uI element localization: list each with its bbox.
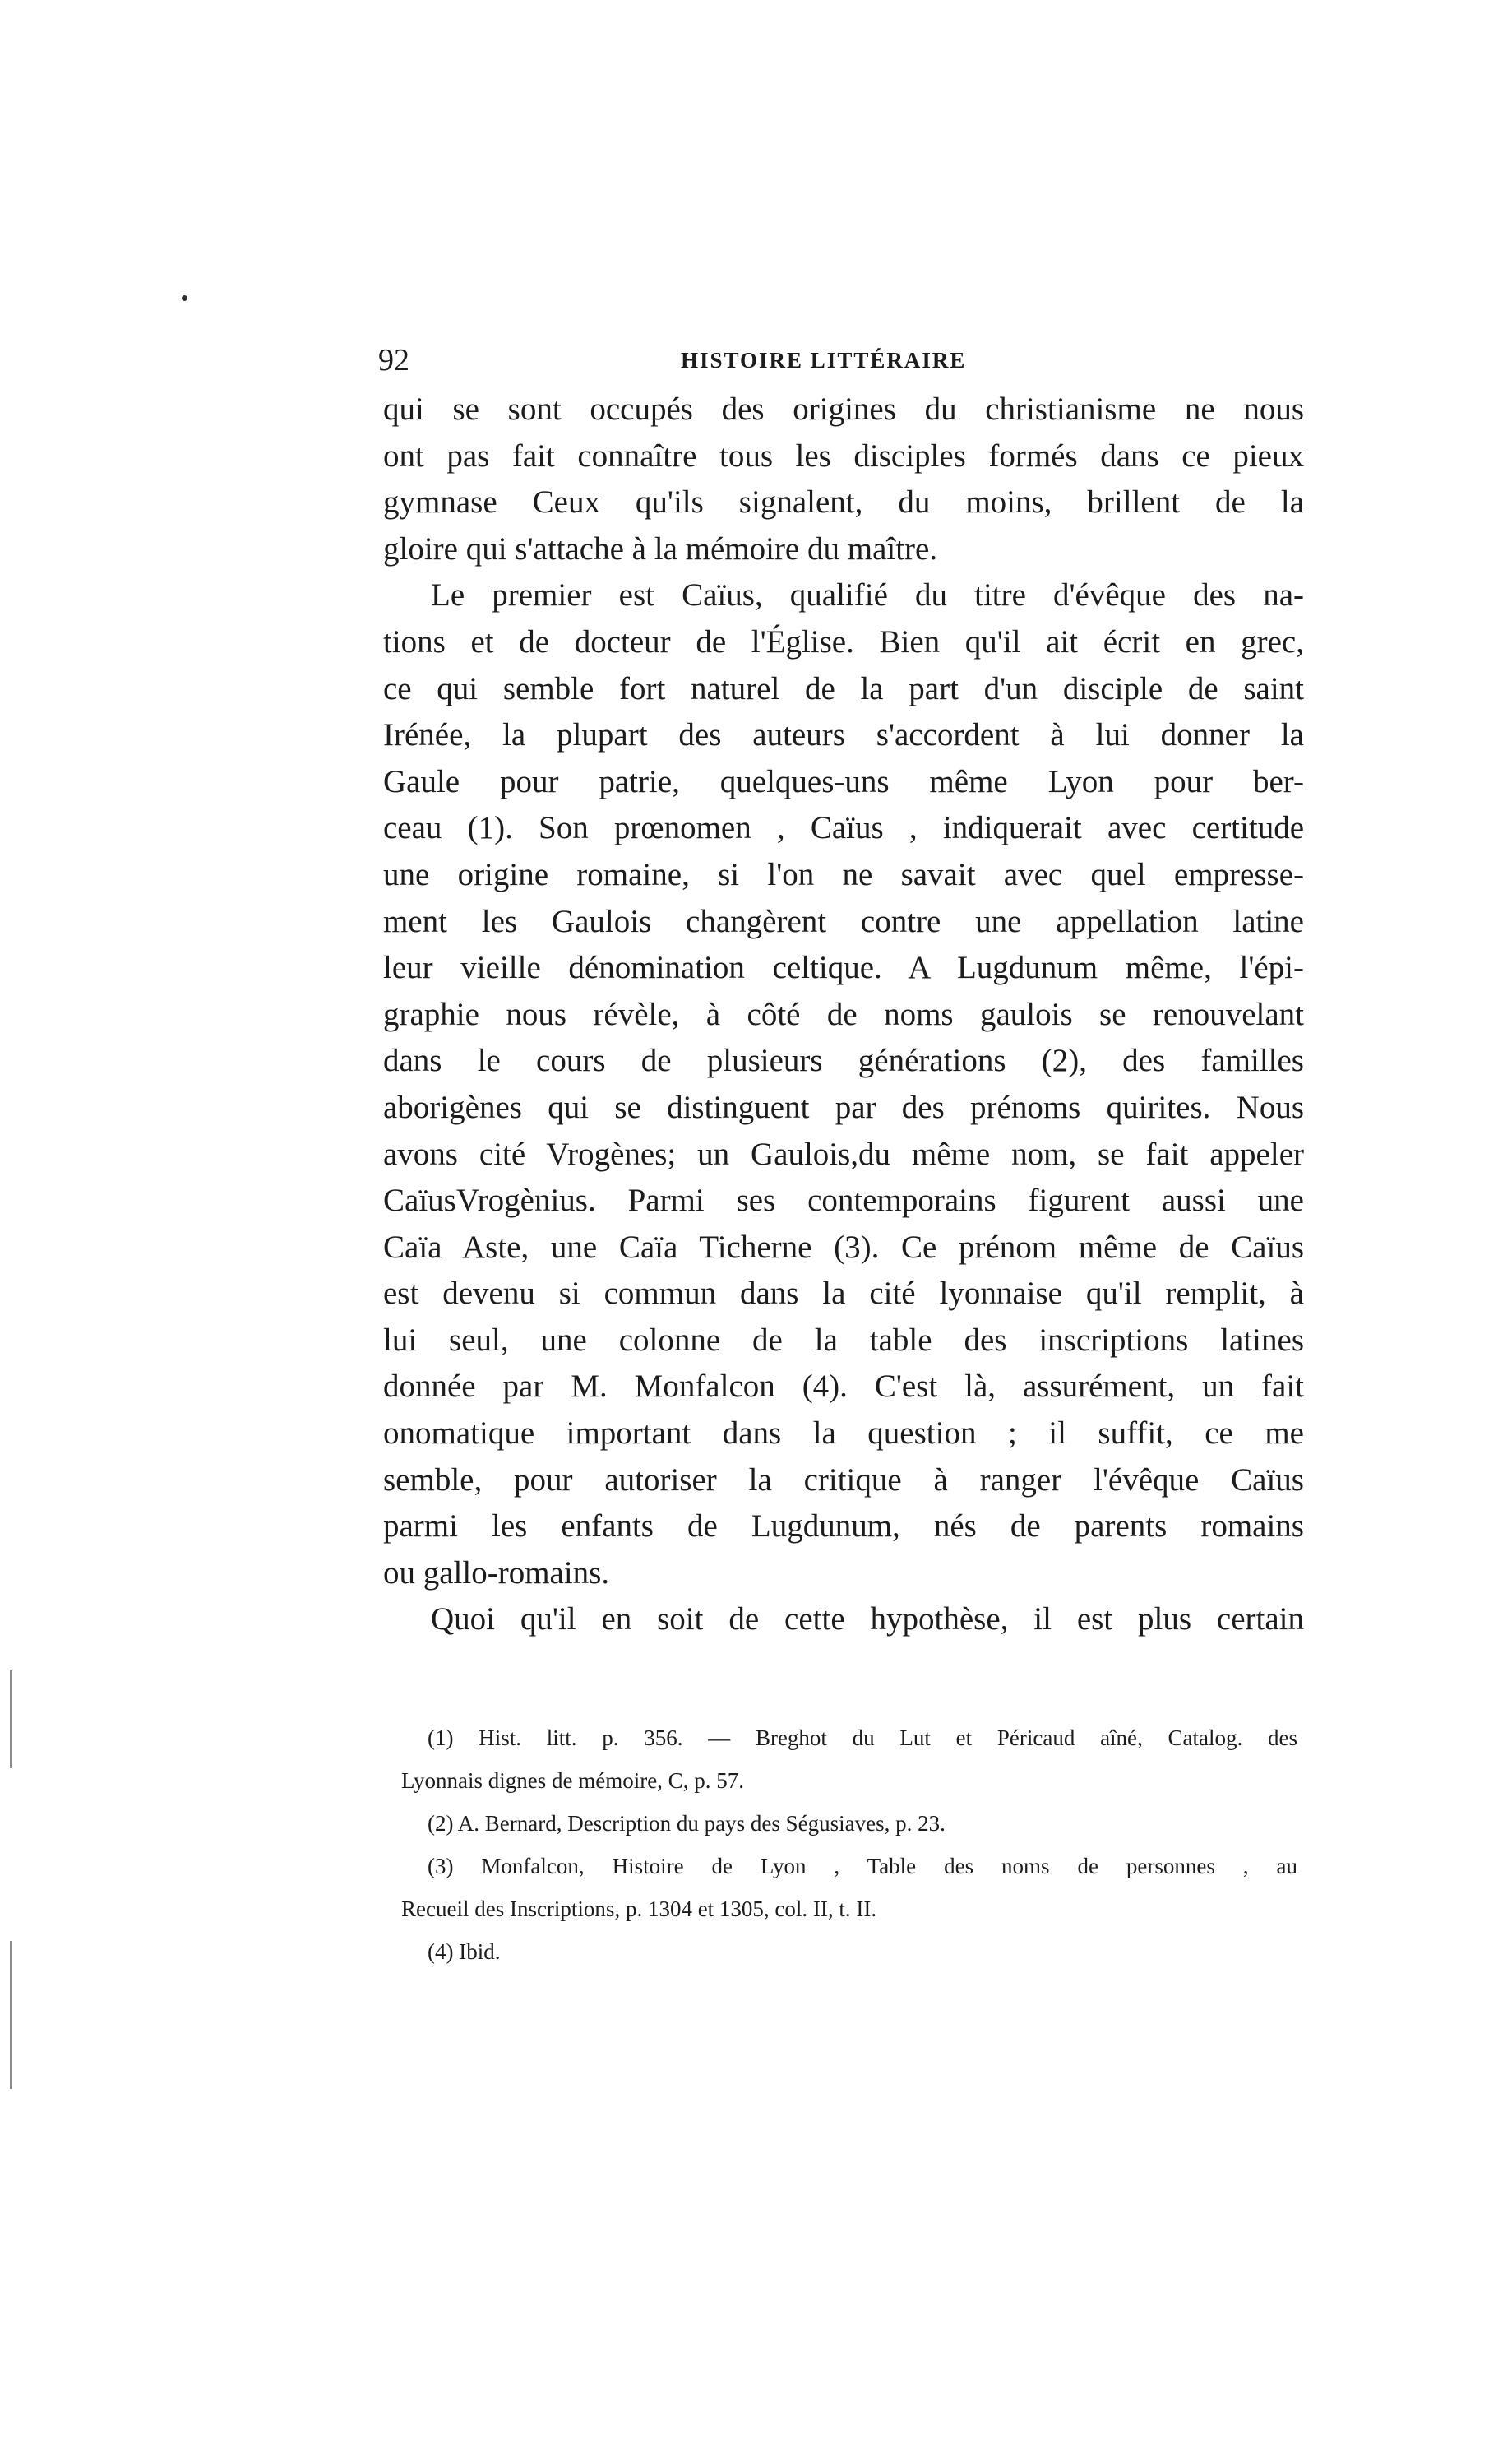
footnote-line: (4) Ibid. xyxy=(428,1939,501,1964)
text-line: CaïusVrogènius. Parmi ses contemporains figurent aussi une xyxy=(383,1183,1304,1219)
footnote-line: (1) Hist. litt. p. 356. — Breghot du Lut et Péricaud aîné, Catalog. des xyxy=(428,1725,1297,1750)
footnote-line: Lyonnais dignes de mémoire, C, p. 57. xyxy=(401,1768,744,1793)
text-line: Caïa Aste, une Caïa Ticherne (3). Ce prénom même de Caïus xyxy=(383,1229,1304,1265)
margin-rule-mark xyxy=(10,1670,12,1768)
text-line: Gaule pour patrie, quelques-uns même Lyon pour ber- xyxy=(383,763,1304,799)
text-line: est devenu si commun dans la cité lyonnaise qu'il remplit, à xyxy=(383,1276,1304,1312)
text-line: qui se sont occupés des origines du christianisme ne nous xyxy=(383,391,1304,427)
footnote-line: (2) A. Bernard, Description du pays des Ségusiaves, p. 23. xyxy=(428,1811,946,1836)
speck-mark xyxy=(182,295,187,301)
text-line: Quoi qu'il en soit de cette hypothèse, il est plus certain xyxy=(431,1601,1304,1637)
text-line: ont pas fait connaître tous les disciples formés dans ce pieux xyxy=(383,438,1304,474)
text-line: ceau (1). Son prœnomen , Caïus , indiquerait avec certitude xyxy=(383,810,1304,846)
text-line: graphie nous révèle, à côté de noms gaulois se renouvelant xyxy=(383,996,1304,1032)
text-line: lui seul, une colonne de la table des inscriptions latines xyxy=(383,1322,1304,1358)
text-line: dans le cours de plusieurs générations (2), des familles xyxy=(383,1043,1304,1079)
text-line: gymnase Ceux qu'ils signalent, du moins, brillent de la xyxy=(383,484,1304,521)
text-line: ce qui semble fort naturel de la part d'un disciple de saint xyxy=(383,670,1304,706)
text-line: Irénée, la plupart des auteurs s'accordent à lui donner la xyxy=(383,717,1304,753)
body-text xyxy=(383,387,1304,1643)
text-line: parmi les enfants de Lugdunum, nés de parents romains xyxy=(383,1508,1304,1545)
text-line: ment les Gaulois changèrent contre une appellation latine xyxy=(383,903,1304,939)
text-line: gloire qui s'attache à la mémoire du maître. xyxy=(383,530,938,567)
text-line: leur vieille dénomination celtique. A Lugdunum même, l'épi- xyxy=(383,950,1304,986)
footnote-line: (3) Monfalcon, Histoire de Lyon , Table des noms de personnes , au xyxy=(428,1854,1297,1878)
text-line: Le premier est Caïus, qualifié du titre d'évêque des na- xyxy=(431,577,1304,614)
text-line: onomatique important dans la question ; il suffit, ce me xyxy=(383,1415,1304,1452)
running-title: HISTOIRE LITTÉRAIRE xyxy=(681,348,967,373)
text-line: ou gallo-romains. xyxy=(383,1554,610,1591)
page-header xyxy=(378,336,1315,385)
text-line: une origine romaine, si l'on ne savait avec quel empresse- xyxy=(383,856,1304,892)
text-line: donnée par M. Monfalcon (4). C'est là, assurément, un fait xyxy=(383,1369,1304,1405)
footnotes xyxy=(401,1716,1297,1973)
text-line: avons cité Vrogènes; un Gaulois,du même nom, se fait appeler xyxy=(383,1136,1304,1172)
text-line: tions et de docteur de l'Église. Bien qu'il ait écrit en grec, xyxy=(383,623,1304,660)
margin-rule-mark xyxy=(10,1941,12,2089)
page-number: 92 xyxy=(378,343,409,377)
text-line: semble, pour autoriser la critique à ranger l'évêque Caïus xyxy=(383,1461,1304,1498)
text-line: aborigènes qui se distinguent par des prénoms quirites. Nous xyxy=(383,1089,1304,1125)
footnote-line: Recueil des Inscriptions, p. 1304 et 1305, col. II, t. II. xyxy=(401,1897,877,1921)
